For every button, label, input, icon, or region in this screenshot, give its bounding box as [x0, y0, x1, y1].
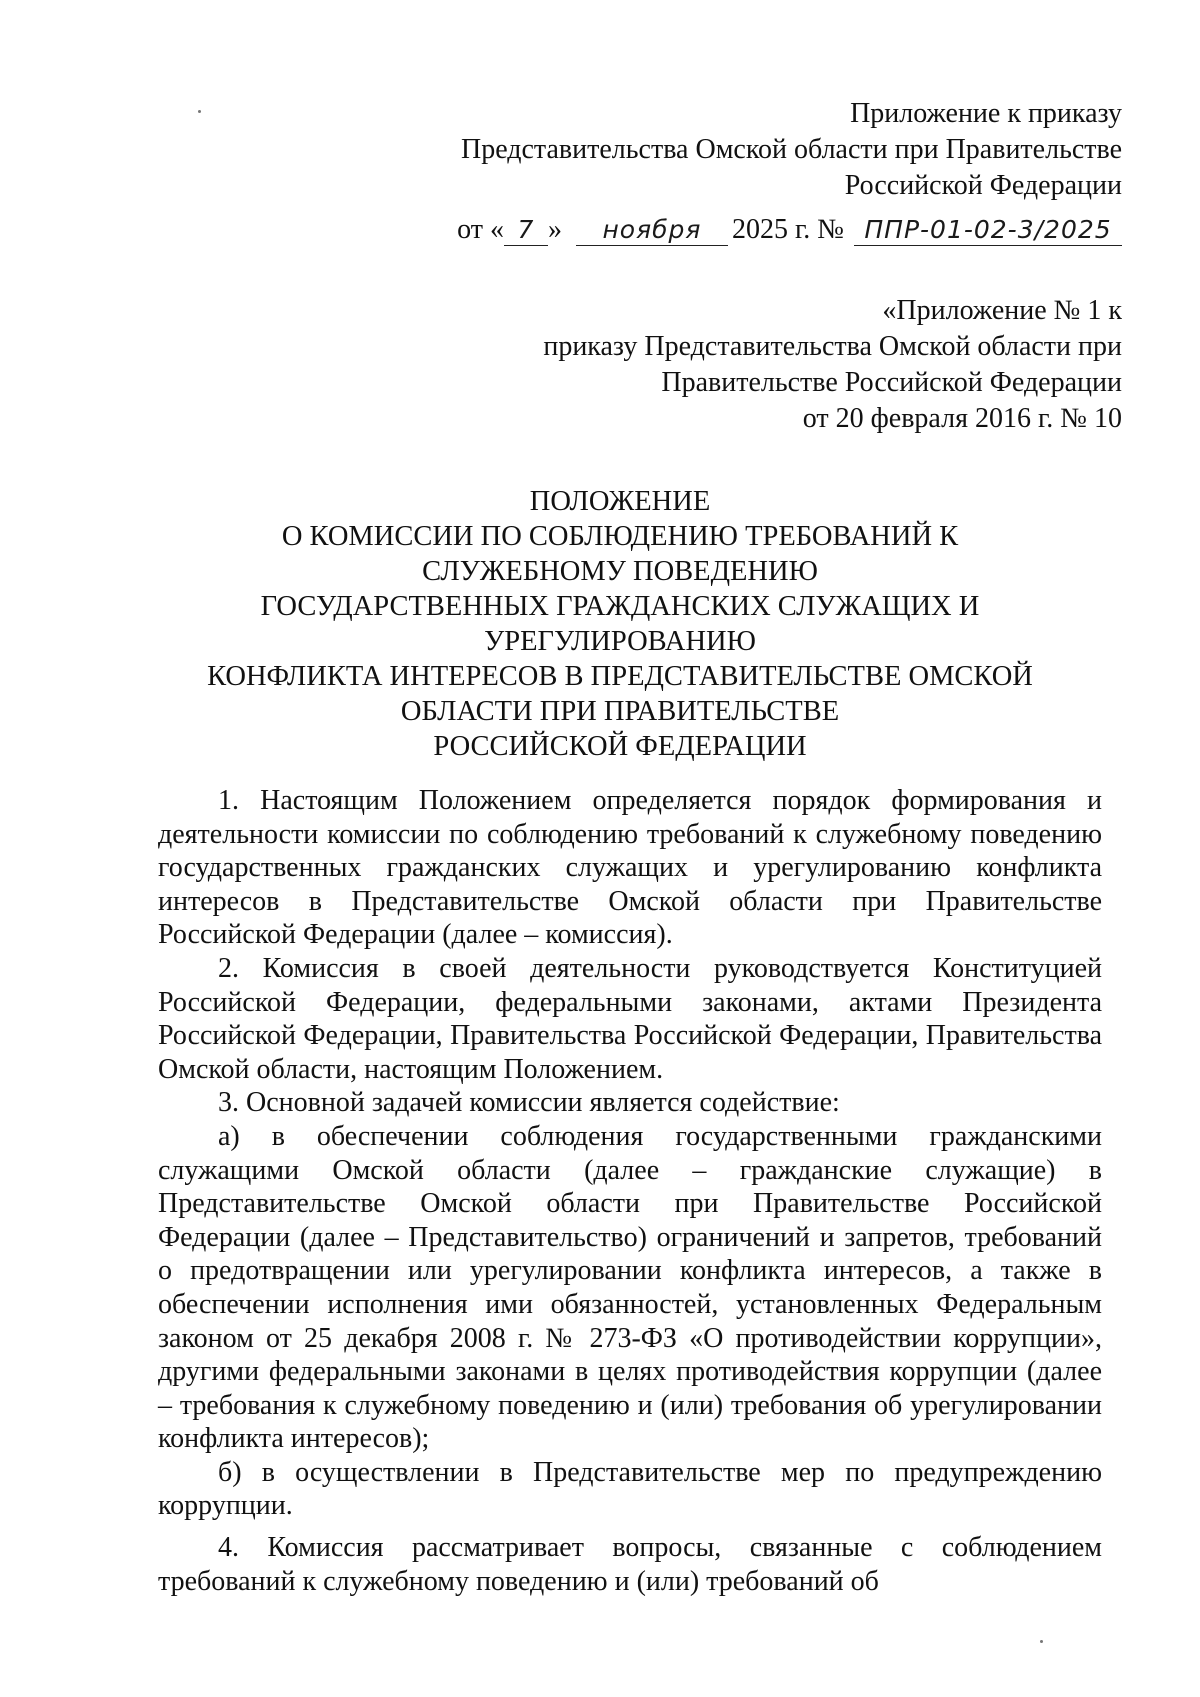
- title-line-8: РОССИЙСКОЙ ФЕДЕРАЦИИ: [433, 731, 807, 762]
- paragraph-3a: а) в обеспечении соблюдения государственными гражданскими служащими Омской области (далее – гражданские служащие) в Представительстве Омской области при Правительстве Российской Федерации (далее – Представительство) ограничений и запретов, требований о предотвращении или урегулировании конфликта интересов, а также в обеспечении исполнения ими обязанностей, установленных Федеральным законом от 25 декабря 2008 г. № 273-ФЗ «О противодействии коррупции», другими федеральными законами в целях противодействия коррупции (далее – требования к служебному поведению и (или) требования об урегулировании конфликта интересов);: [158, 1120, 1102, 1455]
- handwritten-order-number: ППР-01-02-3/2025: [854, 215, 1122, 246]
- paragraph-4: 4. Комиссия рассматривает вопросы, связанные с соблюдением требований к служебному поведению и (или) требований об: [158, 1532, 1102, 1597]
- scan-speck: [1040, 1640, 1043, 1643]
- title-line-2: О КОМИССИИ ПО СОБЛЮДЕНИЮ ТРЕБОВАНИЙ К: [281, 521, 959, 552]
- appendix-authority-line: Представительства Омской области при Правительстве: [460, 134, 1122, 165]
- paragraph-2: 2. Комиссия в своей деятельности руководствуется Конституцией Российской Федерации, федеральными законами, актами Президента Российской Федерации, Правительства Российской Федерации, Правительства Омской области, настоящим Положением.: [158, 952, 1102, 1085]
- reference-line-4: от 20 февраля 2016 г. № 10: [802, 403, 1122, 434]
- paragraph-1: 1. Настоящим Положением определяется порядок формирования и деятельности комиссии по соблюдению требований к служебному поведению государственных гражданских служащих и урегулированию конфликта интересов в Представительстве Омской области при Правительстве Российской Федерации (далее – комиссия).: [158, 785, 1102, 951]
- order-date-prefix: от «: [457, 214, 504, 245]
- title-line-5: УРЕГУЛИРОВАНИЮ: [484, 626, 756, 657]
- scan-speck: [198, 110, 201, 113]
- title-line-4: ГОСУДАРСТВЕННЫХ ГРАЖДАНСКИХ СЛУЖАЩИХ И: [260, 591, 980, 622]
- paragraph-3: 3. Основной задачей комиссии является содействие:: [218, 1087, 840, 1119]
- order-year-label: 2025 г. №: [731, 214, 844, 245]
- document-body: [158, 784, 1102, 1598]
- handwritten-day: 7: [504, 215, 548, 246]
- title-line-7: ОБЛАСТИ ПРИ ПРАВИТЕЛЬСТВЕ: [400, 696, 840, 727]
- order-date-quote-close: »: [547, 214, 562, 245]
- handwritten-month: ноября: [576, 215, 728, 246]
- order-date-number-line: [457, 212, 1122, 248]
- previous-appendix-reference: [543, 293, 1122, 437]
- appendix-country-line: Российской Федерации: [844, 170, 1122, 201]
- appendix-header: [457, 96, 1122, 248]
- document-title: [120, 484, 1120, 764]
- title-line-1: ПОЛОЖЕНИЕ: [529, 486, 711, 517]
- reference-line-2: приказу Представительства Омской области при: [543, 331, 1122, 362]
- appendix-title-line: Приложение к приказу: [850, 98, 1122, 129]
- reference-line-3: Правительстве Российской Федерации: [661, 367, 1122, 398]
- paragraph-3b: б) в осуществлении в Представительстве мер по предупреждению коррупции.: [158, 1456, 1102, 1522]
- reference-line-1: «Приложение № 1 к: [882, 295, 1122, 326]
- title-line-6: КОНФЛИКТА ИНТЕРЕСОВ В ПРЕДСТАВИТЕЛЬСТВЕ ОМСКОЙ: [207, 661, 1033, 692]
- title-line-3: СЛУЖЕБНОМУ ПОВЕДЕНИЮ: [422, 556, 818, 587]
